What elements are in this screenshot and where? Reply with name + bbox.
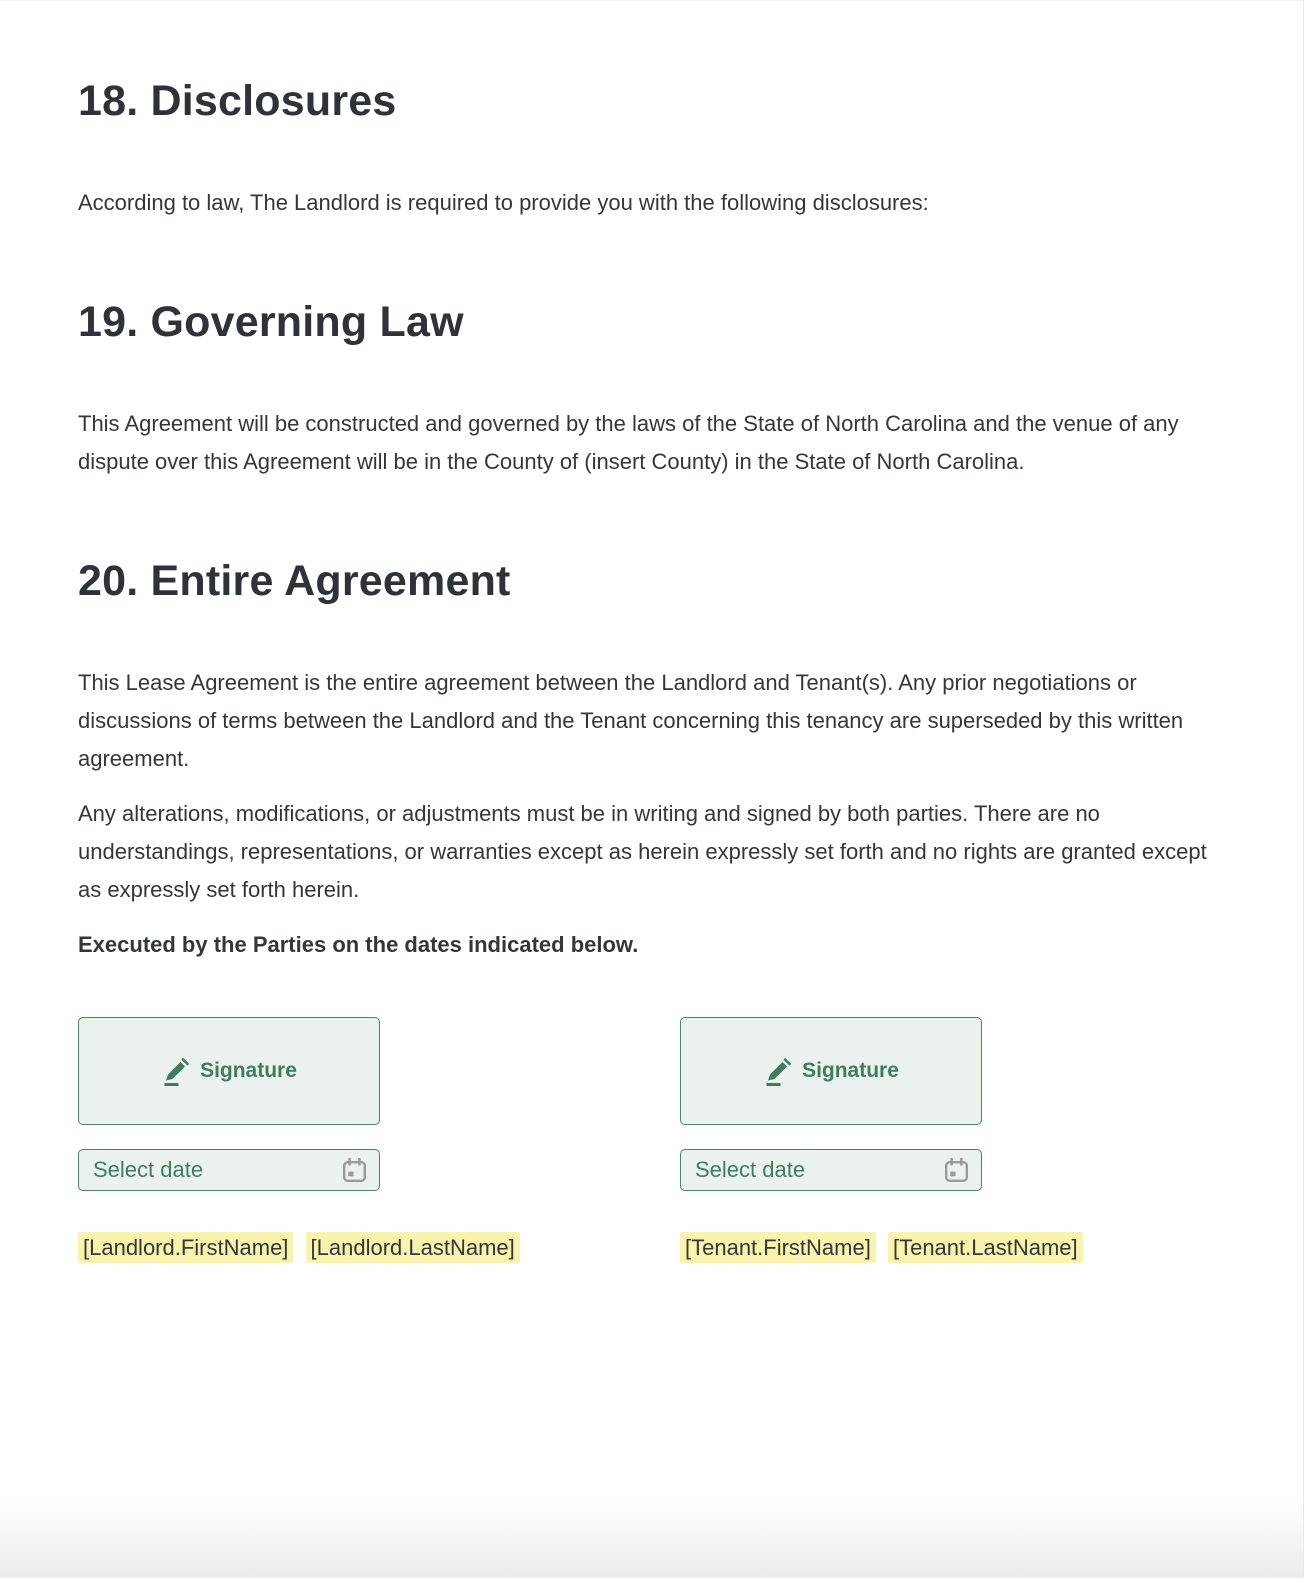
signature-area <box>78 1017 1217 1261</box>
date-placeholder: Select date <box>695 1157 806 1182</box>
section-heading-disclosures: 18. Disclosures <box>78 77 397 125</box>
landlord-signature-column <box>78 1017 515 1261</box>
calendar-icon[interactable] <box>341 1157 368 1184</box>
landlord-signature-field[interactable] <box>78 1017 380 1125</box>
section-heading-entire-agreement: 20. Entire Agreement <box>78 557 511 605</box>
entire-agreement-paragraph-1: This Lease Agreement is the entire agreement between the Landlord and Tenant(s). Any prior negotiations or discussions of terms between the Landlord and the Tenant concerning this tenancy are superseded by this written agreement. <box>78 670 1184 771</box>
date-placeholder: Select date <box>93 1157 204 1182</box>
tenant-signature-column <box>680 1017 1078 1261</box>
calendar-icon[interactable] <box>943 1157 970 1184</box>
landlord-date-field[interactable] <box>78 1149 380 1191</box>
tenant-lastname-token[interactable]: [Tenant.LastName] <box>888 1232 1083 1263</box>
signature-button-label: Signature <box>200 1059 297 1082</box>
entire-agreement-paragraph-2: Any alterations, modifications, or adjustments must be in writing and signed by both parties. There are no understandings, representations, or warranties except as herein expressly set forth and no rights are granted except as expressly set forth herein. <box>78 801 1207 902</box>
executed-by-parties-line: Executed by the Parties on the dates indicated below. <box>78 932 639 957</box>
page-bottom-shadow <box>0 1498 1303 1578</box>
signature-pen-icon <box>161 1056 191 1086</box>
section-heading-governing-law: 19. Governing Law <box>78 298 464 346</box>
tenant-signature-field[interactable] <box>680 1017 982 1125</box>
landlord-lastname-token[interactable]: [Landlord.LastName] <box>306 1232 520 1263</box>
tenant-firstname-token[interactable]: [Tenant.FirstName] <box>680 1232 876 1263</box>
landlord-firstname-token[interactable]: [Landlord.FirstName] <box>78 1232 293 1263</box>
signature-pen-icon <box>763 1056 793 1086</box>
disclosures-paragraph: According to law, The Landlord is required to provide you with the following disclosures: <box>78 190 929 215</box>
governing-law-paragraph: This Agreement will be constructed and governed by the laws of the State of North Carolina and the venue of any dispute over this Agreement will be in the County of (insert County) in the State of North Carolina. <box>78 411 1179 474</box>
landlord-name-tokens <box>78 1235 515 1261</box>
signature-button-label: Signature <box>802 1059 899 1082</box>
tenant-date-field[interactable] <box>680 1149 982 1191</box>
tenant-name-tokens <box>680 1235 1078 1261</box>
